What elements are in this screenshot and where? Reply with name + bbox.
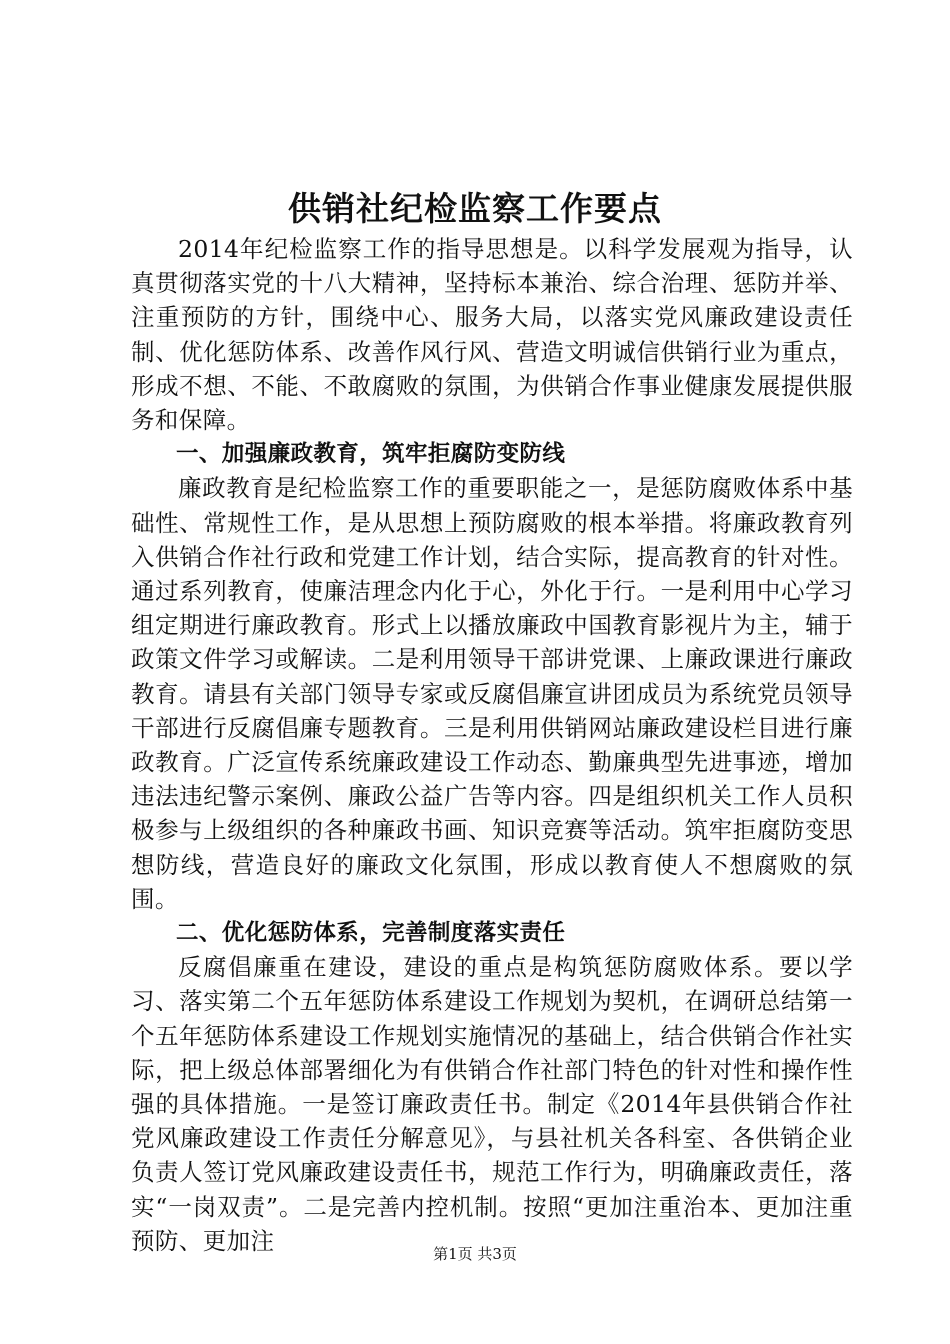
document-title: 供销社纪检监察工作要点 [288, 189, 662, 228]
document-body [131, 232, 853, 1258]
section-2-heading: 二、优化惩防体系，完善制度落实责任 [176, 920, 566, 947]
section-2-paragraph: 反腐倡廉重在建设，建设的重点是构筑惩防腐败体系。要以学习、落实第二个五年惩防体系建设工作规划为契机，在调研总结第一个五年惩防体系建设工作规划实施情况的基础上，结合供销合作社实际，把上级总体部署细化为有供销合作社部门特色的针对性和操作性强的具体措施。一是签订廉政责任书。制定《2014年县供销合作社党风廉政建设工作责任分解意见》，与县社机关各科室、各供销企业负责人签订党风廉政建设责任书，规范工作行为，明确廉政责任，落实“一岗双责”。二是完善内控机制。按照“更加注重治本、更加注重预防、更加注 [131, 953, 853, 1255]
intro-paragraph: 2014年纪检监察工作的指导思想是。以科学发展观为指导，认真贯彻落实党的十八大精神，坚持标本兼治、综合治理、惩防并举、注重预防的方针，围绕中心、服务大局，以落实党风廉政建设责任制、优化惩防体系、改善作风行风、营造文明诚信供销行业为重点，形成不想、不能、不敢腐败的氛围，为供销合作事业健康发展提供服务和保障。 [131, 235, 853, 435]
section-1-paragraph: 廉政教育是纪检监察工作的重要职能之一，是惩防腐败体系中基础性、常规性工作，是从思想上预防腐败的根本举措。将廉政教育列入供销合作社行政和党建工作计划，结合实际，提高教育的针对性。通过系列教育，使廉洁理念内化于心，外化于行。一是利用中心学习组定期进行廉政教育。形式上以播放廉政中国教育影视片为主，辅于政策文件学习或解读。二是利用领导干部讲党课、上廉政课进行廉政教育。请县有关部门领导专家或反腐倡廉宣讲团成员为系统党员领导干部进行反腐倡廉专题教育。三是利用供销网站廉政建设栏目进行廉政教育。广泛宣传系统廉政建设工作动态、勤廉典型先进事迹，增加违法违纪警示案例、廉政公益广告等内容。四是组织机关工作人员积极参与上级组织的各种廉政书画、知识竞赛等活动。筑牢拒腐防变思想防线，营造良好的廉政文化氛围，形成以教育使人不想腐败的氛围。 [131, 474, 853, 913]
page-number-footer: 第1页 共3页 [433, 1245, 517, 1263]
section-1-heading: 一、加强廉政教育，筑牢拒腐防变防线 [176, 441, 566, 468]
